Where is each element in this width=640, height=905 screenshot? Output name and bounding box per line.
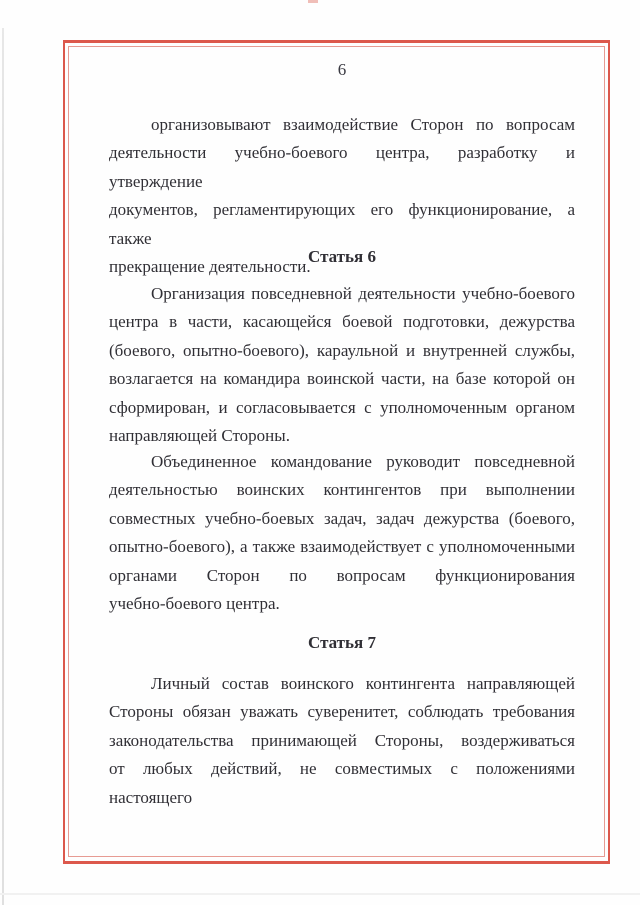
text-line: деятельности учебно-боевого центра, разработку и утверждение: [109, 143, 575, 191]
text-line: центра в части, касающейся боевой подготовки, дежурства: [109, 312, 575, 332]
page-number: 6: [337, 60, 347, 79]
text-line: деятельностью воинских контингентов при выполнении: [109, 480, 575, 500]
text-line: Организация повседневной деятельности учебно-боевого: [151, 284, 575, 303]
paper-edge-shadow: [2, 28, 4, 905]
document-text-column: [109, 0, 575, 905]
paragraph: [109, 670, 575, 812]
text-line: учебно-боевого центра.: [109, 594, 280, 614]
text-line: Стороны обязан уважать суверенитет, соблюдать требования: [109, 702, 575, 722]
text-line: Объединенное командование руководит повседневной: [151, 452, 575, 471]
text-line: опытно-боевого), а также взаимодействует с уполномоченными: [109, 537, 575, 557]
article-heading: Статья 6: [308, 247, 376, 266]
text-line: (боевого, опытно-боевого), караульной и внутренней службы,: [109, 340, 575, 360]
text-line: направляющей Стороны.: [109, 426, 290, 446]
text-line: прекращение деятельности.: [109, 257, 311, 277]
paragraph: [109, 280, 575, 450]
text-line: от любых действий, не совместимых с положениями настоящего: [109, 759, 575, 807]
text-line: сформирован, и согласовывается с уполномоченным органом: [109, 397, 575, 417]
text-line: законодательства принимающей Стороны, воздерживаться: [109, 730, 575, 750]
text-line: совместных учебно-боевых задач, задач дежурства (боевого,: [109, 508, 575, 528]
text-line: Личный состав воинского контингента направляющей: [151, 674, 575, 693]
article-heading: Статья 7: [308, 633, 376, 652]
text-line: возлагается на командира воинской части, на базе которой он: [109, 369, 575, 389]
text-line: документов, регламентирующих его функционирование, а также: [109, 200, 575, 248]
paragraph: [109, 448, 575, 618]
text-line: организовывают взаимодействие Сторон по вопросам: [151, 115, 575, 134]
text-line: органами Сторон по вопросам функционирования: [109, 565, 575, 585]
